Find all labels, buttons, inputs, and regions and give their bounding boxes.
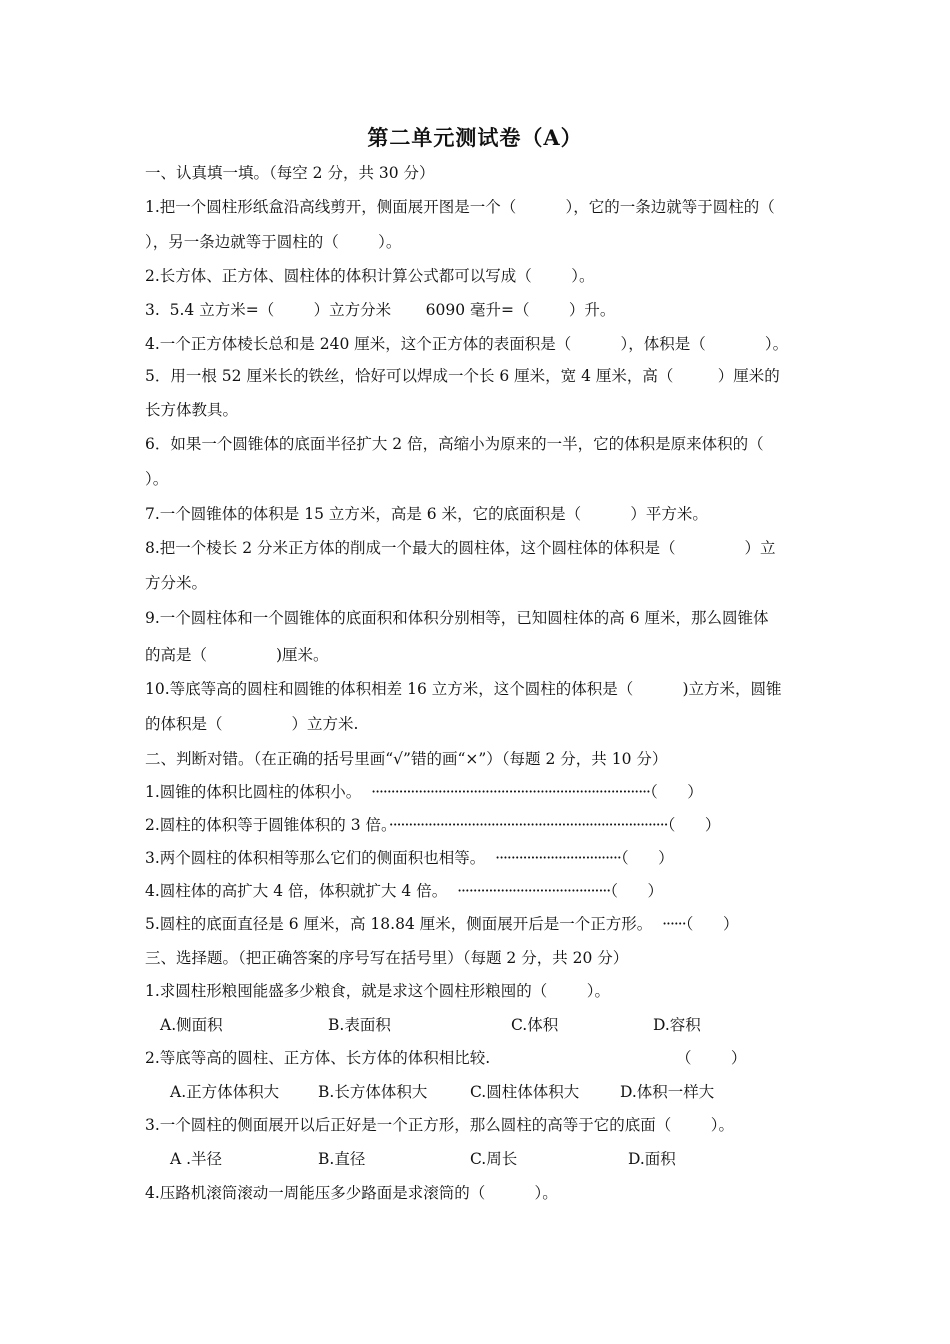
page-title: 第二单元测试卷（A） (367, 125, 583, 150)
judge-item (145, 815, 720, 835)
leader-dots: ································ (495, 849, 621, 867)
s1-line: 的高是（ )厘米。 (145, 646, 329, 664)
choice-question: 1.求圆柱形粮囤能盛多少粮食，就是求这个圆柱形粮囤的（ ）。 (145, 982, 610, 1000)
s1-line: 3. 5.4 立方米=（ ）立方分米 6090 毫升=（ ）升。 (145, 301, 616, 319)
judge-item (145, 848, 674, 868)
answer-blank[interactable]: （ ） (676, 1049, 747, 1067)
choice-option[interactable]: A.侧面积 (160, 1016, 223, 1034)
choice-option[interactable]: A.正方体体积大 (170, 1083, 280, 1101)
s1-line: 2.长方体、正方体、圆柱体的体积计算公式都可以写成（ ）。 (145, 267, 595, 285)
choice-option[interactable]: A .半径 (170, 1150, 223, 1168)
answer-blank[interactable]: （ ） (649, 783, 703, 801)
answer-blank[interactable]: （ ） (620, 849, 674, 867)
choice-question: 2.等底等高的圆柱、正方体、长方体的体积相比较. (145, 1049, 491, 1067)
leader-dots: ······································································· (371, 783, 650, 801)
s1-line: 8.把一个棱长 2 分米正方体的削成一个最大的圆柱体，这个圆柱体的体积是（ ）立 (145, 539, 776, 557)
leader-dots: ······································· (457, 882, 611, 900)
judge-text: 3.两个圆柱的体积相等那么它们的侧面积也相等。 (145, 849, 496, 867)
s1-line: 长方体教具。 (145, 401, 239, 419)
choice-question: 4.压路机滚筒滚动一周能压多少路面是求滚筒的（ ）。 (145, 1184, 558, 1202)
judge-item (145, 782, 703, 802)
s1-line: 5．用一根 52 厘米长的铁丝，恰好可以焊成一个长 6 厘米，宽 4 厘米，高（ ）厘米的 (145, 367, 780, 385)
s1-line: 10.等底等高的圆柱和圆锥的体积相差 16 立方米，这个圆柱的体积是（ )立方米，圆锥 (145, 680, 782, 698)
section2-heading: 二、判断对错。（在正确的括号里画“√”错的画“×”）（每题 2 分，共 10 分） (145, 750, 668, 768)
choice-question: 3.一个圆柱的侧面展开以后正好是一个正方形，那么圆柱的高等于它的底面（ ）。 (145, 1116, 734, 1134)
s1-line: 7.一个圆锥体的体积是 15 立方米，高是 6 米，它的底面积是（ ）平方米。 (145, 505, 708, 523)
judge-item (145, 914, 738, 934)
judge-text: 2.圆柱的体积等于圆锥体积的 3 倍。 (145, 816, 389, 834)
choice-option[interactable]: C.圆柱体体积大 (470, 1083, 580, 1101)
s1-line: ）。 (145, 470, 169, 488)
s1-line: 的体积是（ ）立方米. (145, 715, 359, 733)
s1-line: 方分米。 (145, 574, 208, 592)
choice-option[interactable]: B.长方体体积大 (318, 1083, 428, 1101)
judge-item (145, 881, 663, 901)
choice-option[interactable]: C.体积 (511, 1016, 559, 1034)
judge-text: 5.圆柱的底面直径是 6 厘米，高 18.84 厘米，侧面展开后是一个正方形。 (145, 915, 663, 933)
section1-heading: 一、认真填一填。（每空 2 分，共 30 分） (145, 164, 435, 182)
choice-option[interactable]: D.面积 (628, 1150, 676, 1168)
s1-line: ），另一条边就等于圆柱的（ ）。 (145, 233, 402, 251)
judge-text: 4.圆柱体的高扩大 4 倍，体积就扩大 4 倍。 (145, 882, 458, 900)
judge-text: 1.圆锥的体积比圆柱的体积小。 (145, 783, 372, 801)
choice-option[interactable]: B.表面积 (328, 1016, 391, 1034)
choice-option[interactable]: C.周长 (470, 1150, 518, 1168)
s1-line: 4.一个正方体棱长总和是 240 厘米，这个正方体的表面积是（ ），体积是（ ）。 (145, 335, 789, 353)
s1-line: 1.把一个圆柱形纸盒沿高线剪开，侧面展开图是一个（ ），它的一条边就等于圆柱的（ (145, 198, 775, 216)
choice-option[interactable]: D.容积 (653, 1016, 701, 1034)
answer-blank[interactable]: （ ） (685, 915, 739, 933)
leader-dots: ······································································· (388, 816, 668, 834)
s1-line: 9.一个圆柱体和一个圆锥体的底面积和体积分别相等，已知圆柱体的高 6 厘米，那么圆锥体 (145, 609, 769, 627)
s1-line: 6．如果一个圆锥体的底面半径扩大 2 倍，高缩小为原来的一半，它的体积是原来体积的（ (145, 435, 764, 453)
choice-option[interactable]: D.体积一样大 (620, 1083, 715, 1101)
choice-option[interactable]: B.直径 (318, 1150, 366, 1168)
section3-heading: 三、选择题。（把正确答案的序号写在括号里）（每题 2 分，共 20 分） (145, 949, 629, 967)
answer-blank[interactable]: （ ） (667, 816, 721, 834)
leader-dots: ······ (662, 915, 686, 933)
answer-blank[interactable]: （ ） (610, 882, 664, 900)
